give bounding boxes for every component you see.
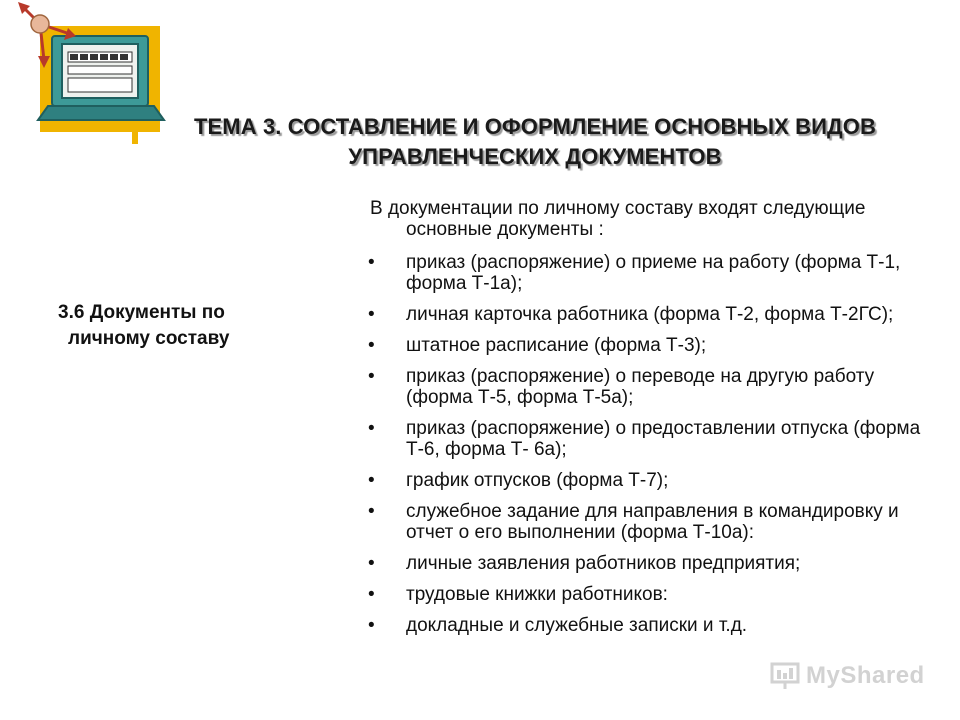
list-item — [368, 470, 928, 491]
slide-title-line-2: УПРАВЛЕНЧЕСКИХ ДОКУМЕНТОВ — [348, 144, 722, 169]
list-item — [368, 553, 928, 574]
list-item-text: служебное задание для направления в командировку и отчет о его выполнении (форма Т-10а): — [406, 501, 899, 543]
list-item — [368, 501, 928, 543]
bullet-icon: • — [368, 335, 375, 356]
bullet-icon: • — [368, 304, 375, 325]
list-item-text: штатное расписание (форма Т-3); — [406, 335, 707, 356]
list-item — [368, 418, 928, 460]
list-item — [368, 366, 928, 408]
bullet-icon: • — [368, 501, 375, 522]
document-list — [368, 252, 928, 636]
list-item-text: личные заявления работников предприятия; — [406, 553, 801, 574]
list-item-text: приказ (распоряжение) о переводе на другую работу (форма Т-5, форма Т-5а); — [406, 366, 875, 408]
bullet-icon: • — [368, 366, 375, 387]
section-heading — [58, 300, 308, 352]
document-list-panel — [368, 198, 928, 646]
list-item-text: трудовые книжки работников: — [406, 584, 668, 605]
section-heading-line-1: 3.6 Документы по — [58, 302, 225, 323]
bullet-icon: • — [368, 418, 375, 439]
bullet-icon: • — [368, 470, 375, 491]
slide-title — [140, 112, 930, 172]
presentation-icon — [770, 662, 800, 690]
title-accent-bar — [132, 128, 138, 144]
section-heading-line-2: личному составу — [68, 328, 230, 349]
watermark — [770, 661, 925, 691]
intro-text: В документации по личному составу входят следующие основные документы : — [370, 198, 866, 240]
bullet-icon: • — [368, 615, 375, 636]
list-item-text: личная карточка работника (форма Т-2, форма Т-2ГС); — [406, 304, 894, 325]
list-item-text: график отпусков (форма Т-7); — [406, 470, 669, 491]
list-item — [368, 335, 928, 356]
list-item-text: приказ (распоряжение) о приеме на работу (форма Т-1, форма Т-1а); — [406, 252, 901, 294]
watermark-text: MyShared — [806, 662, 925, 689]
list-item — [368, 584, 928, 605]
list-item-text: приказ (распоряжение) о предоставлении отпуска (форма Т-6, форма Т- 6а); — [406, 418, 921, 460]
list-item — [368, 615, 928, 636]
list-item — [368, 252, 928, 294]
list-item — [368, 304, 928, 325]
slide-title-line-1: ТЕМА 3. СОСТАВЛЕНИЕ И ОФОРМЛЕНИЕ ОСНОВНЫХ ВИДОВ — [194, 114, 876, 139]
bullet-icon: • — [368, 252, 375, 273]
bullet-icon: • — [368, 584, 375, 605]
bullet-icon: • — [368, 553, 375, 574]
list-item-text: докладные и служебные записки и т.д. — [406, 615, 748, 636]
